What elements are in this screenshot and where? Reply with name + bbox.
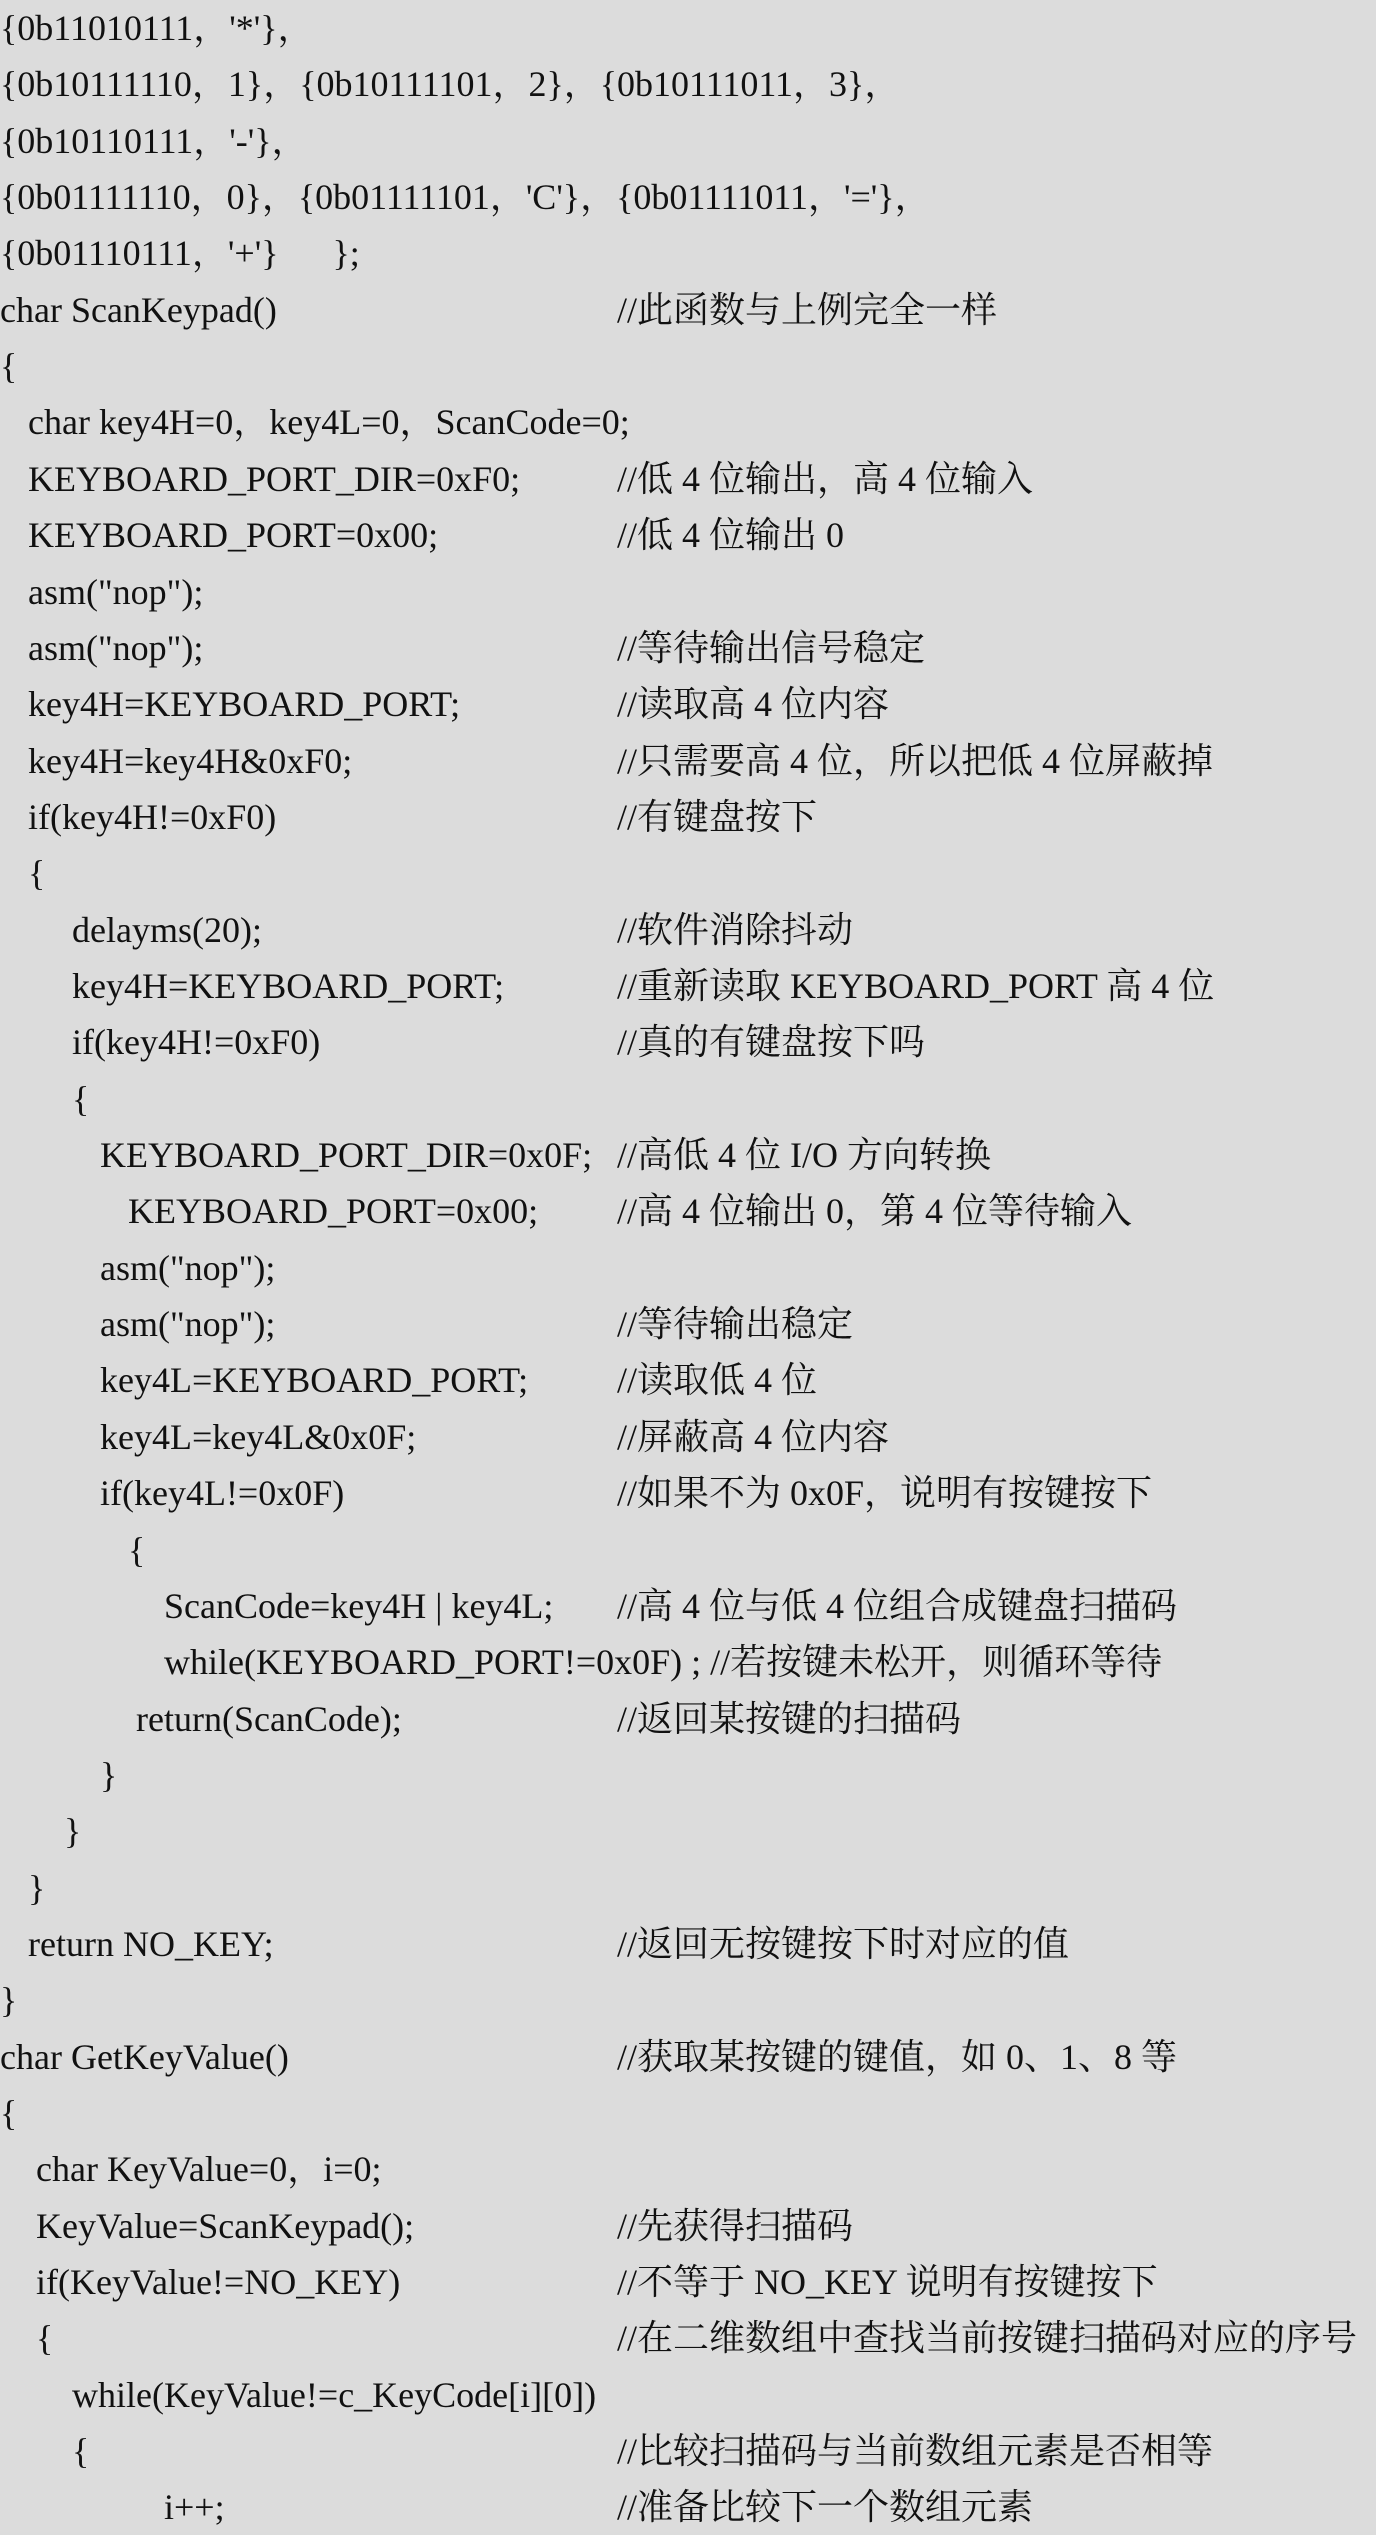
code-text: {0b10111110，1}，{0b10111101，2}，{0b10111011，3}， xyxy=(0,64,901,105)
code-comment: //返回某按键的扫描码 xyxy=(617,1698,962,1739)
code-text: key4H=KEYBOARD_PORT; xyxy=(72,966,505,1006)
code-comment: //高 4 位输出 0，第 4 位等待输入 xyxy=(617,1191,1133,1232)
code-text: while(KeyValue!=c_KeyCode[i][0]) xyxy=(72,2374,597,2415)
code-comment: //软件消除抖动 xyxy=(617,909,854,950)
code-text: char KeyValue=0，i=0; xyxy=(36,2149,382,2190)
code-comment: //准备比较下一个数组元素 xyxy=(617,2487,1034,2528)
code-comment: //此函数与上例完全一样 xyxy=(617,289,998,330)
code-text: } xyxy=(64,1811,82,1852)
code-text: {0b11010111，'*'}， xyxy=(0,8,314,48)
code-text: {0b10110111，'-'}， xyxy=(0,120,308,161)
code-comment: //等待输出信号稳定 xyxy=(617,627,926,668)
code-text: KEYBOARD_PORT=0x00; xyxy=(28,515,439,556)
code-text: KEYBOARD_PORT_DIR=0x0F; xyxy=(100,1135,593,1175)
code-text: char ScanKeypad() xyxy=(0,289,277,330)
code-text: { xyxy=(72,1078,90,1119)
code-text: if(key4H!=0xF0) xyxy=(28,796,277,837)
code-text: ScanCode=key4H | key4L; xyxy=(164,1585,554,1626)
code-text: } xyxy=(100,1754,118,1795)
code-text: key4H=KEYBOARD_PORT; xyxy=(28,684,461,725)
code-text: KEYBOARD_PORT=0x00; xyxy=(128,1191,539,1232)
code-text: } xyxy=(28,1867,46,1908)
code-text: i++; xyxy=(164,2487,225,2528)
code-comment: //真的有键盘按下吗 xyxy=(617,1022,926,1063)
code-comment: //低 4 位输出 0 xyxy=(617,515,845,556)
code-text: { xyxy=(0,346,18,387)
code-text: key4L=key4L&0x0F; xyxy=(100,1416,417,1457)
code-comment: //读取低 4 位 xyxy=(617,1360,818,1401)
code-comment: //不等于 NO_KEY 说明有按键按下 xyxy=(617,2262,1158,2302)
code-text: key4H=key4H&0xF0; xyxy=(28,740,353,781)
code-comment: //在二维数组中查找当前按键扫描码对应的序号 xyxy=(617,2318,1358,2359)
code-text: while(KEYBOARD_PORT!=0x0F) ; //若按键未松开，则循环等待 xyxy=(164,1642,1163,1683)
code-text: { xyxy=(28,853,46,894)
code-text: } xyxy=(0,1980,18,2021)
code-text: { xyxy=(0,2093,18,2133)
code-text: asm("nop"); xyxy=(28,627,204,668)
code-text: KEYBOARD_PORT_DIR=0xF0; xyxy=(28,458,521,499)
code-comment: //读取高 4 位内容 xyxy=(617,684,890,725)
code-comment: //获取某按键的键值，如 0、1、8 等 xyxy=(617,2036,1178,2077)
code-text: if(KeyValue!=NO_KEY) xyxy=(36,2262,401,2302)
code-comment: //只需要高 4 位，所以把低 4 位屏蔽掉 xyxy=(617,740,1214,781)
code-text: {0b01111110，0}，{0b01111101，'C'}，{0b01111011，'='}， xyxy=(0,177,931,218)
code-comment: //比较扫描码与当前数组元素是否相等 xyxy=(617,2431,1214,2472)
code-comment: //有键盘按下 xyxy=(617,796,818,837)
code-comment: //高低 4 位 I/O 方向转换 xyxy=(617,1135,991,1175)
code-text: char GetKeyValue() xyxy=(0,2036,289,2077)
code-text: asm("nop"); xyxy=(100,1304,276,1344)
code-comment: //等待输出稳定 xyxy=(617,1304,854,1344)
code-text: KeyValue=ScanKeypad(); xyxy=(36,2205,415,2246)
code-text: char key4H=0，key4L=0，ScanCode=0; xyxy=(28,402,630,443)
code-text: { xyxy=(72,2431,90,2472)
code-comment: //先获得扫描码 xyxy=(617,2205,854,2246)
code-text: key4L=KEYBOARD_PORT; xyxy=(100,1360,529,1401)
code-comment: //如果不为 0x0F，说明有按键按下 xyxy=(617,1473,1153,1514)
code-text: if(key4H!=0xF0) xyxy=(72,1022,321,1063)
code-comment: //返回无按键按下时对应的值 xyxy=(617,1923,1070,1964)
code-text: if(key4L!=0x0F) xyxy=(100,1473,345,1514)
code-text: { xyxy=(36,2318,54,2359)
code-text: return NO_KEY; xyxy=(28,1923,274,1964)
code-comment: //屏蔽高 4 位内容 xyxy=(617,1416,890,1457)
code-comment: //低 4 位输出，高 4 位输入 xyxy=(617,458,1034,499)
code-text: asm("nop"); xyxy=(28,571,204,612)
code-text: {0b01110111，'+'} }; xyxy=(0,233,360,274)
code-text: return(ScanCode); xyxy=(136,1698,402,1739)
code-comment: //高 4 位与低 4 位组合成键盘扫描码 xyxy=(617,1585,1178,1626)
code-comment: //重新读取 KEYBOARD_PORT 高 4 位 xyxy=(617,966,1215,1006)
code-text: asm("nop"); xyxy=(100,1247,276,1288)
code-text: { xyxy=(128,1529,146,1570)
code-text: delayms(20); xyxy=(72,909,262,950)
